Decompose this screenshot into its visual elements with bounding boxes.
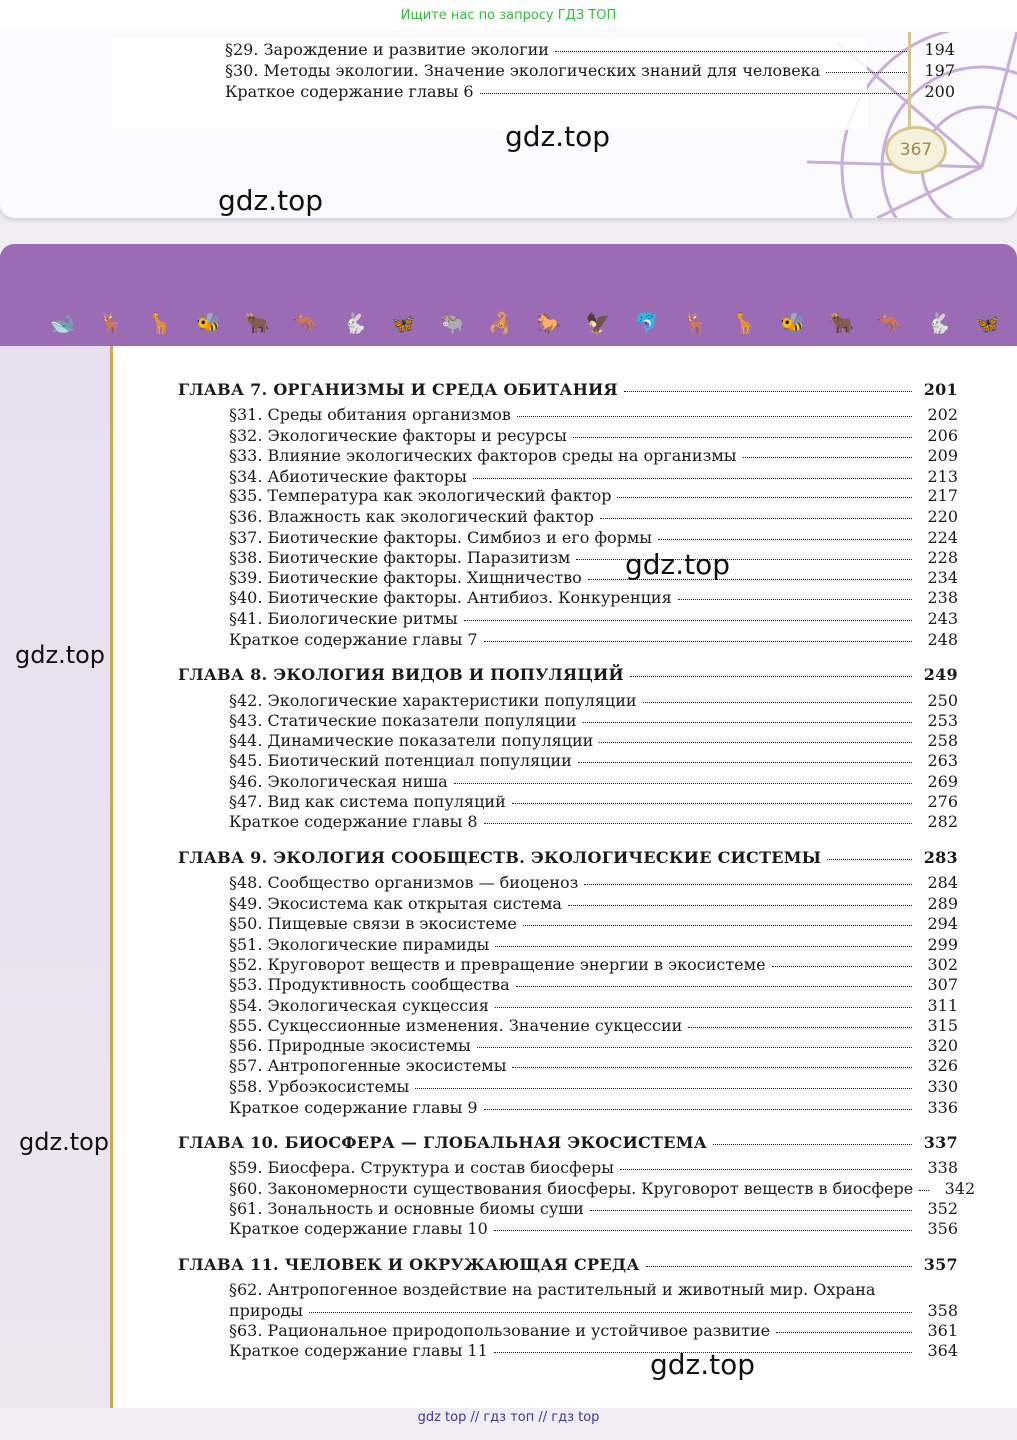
animal-icon: 🦘 xyxy=(293,311,319,335)
toc-title: ГЛАВА 11. ЧЕЛОВЕК И ОКРУЖАЮЩАЯ СРЕДА xyxy=(178,1255,640,1274)
leader-dots xyxy=(573,437,912,438)
toc-row[interactable] xyxy=(229,446,958,465)
toc-page: 276 xyxy=(927,792,958,811)
watermark: gdz.top xyxy=(15,641,106,669)
toc-page: 201 xyxy=(923,380,958,399)
toc-title: §60. Закономерности существования биосферы. Круговорот веществ в биосфере xyxy=(229,1179,914,1198)
leader-dots xyxy=(678,599,912,600)
toc-title: §33. Влияние экологических факторов среды на организмы xyxy=(229,446,737,465)
leader-dots xyxy=(415,1088,912,1089)
toc-page: 253 xyxy=(927,711,958,730)
leader-dots xyxy=(477,1047,912,1048)
top-banner[interactable] xyxy=(0,0,1017,32)
purple-banner xyxy=(0,244,1017,346)
toc-title: §55. Сукцессионные изменения. Значение сукцессии xyxy=(229,1016,683,1035)
leader-dots xyxy=(919,1190,929,1191)
toc-row[interactable] xyxy=(229,996,958,1015)
leader-dots xyxy=(523,925,912,926)
leader-dots xyxy=(624,391,912,392)
leader-dots xyxy=(512,803,912,804)
toc-row[interactable] xyxy=(229,691,958,710)
toc-page: 228 xyxy=(927,548,958,567)
chapter-heading[interactable] xyxy=(178,1255,958,1274)
toc-row[interactable] xyxy=(229,630,958,649)
toc-page: 342 xyxy=(944,1179,976,1198)
toc-page: 220 xyxy=(927,507,958,526)
toc-row[interactable] xyxy=(229,935,958,954)
toc-row[interactable] xyxy=(229,1301,958,1320)
toc-page: 283 xyxy=(923,848,958,867)
leader-dots xyxy=(495,946,912,947)
animal-icon: 🐎 xyxy=(536,311,562,335)
toc-row[interactable] xyxy=(229,507,958,526)
animal-icon: 🦂 xyxy=(488,311,514,335)
leader-dots xyxy=(713,1144,912,1145)
leader-dots xyxy=(309,1312,912,1313)
leader-dots xyxy=(480,93,909,94)
toc-page: 337 xyxy=(923,1133,958,1152)
toc-row[interactable] xyxy=(229,772,958,791)
toc-page: 250 xyxy=(927,691,958,710)
toc-page: 358 xyxy=(927,1301,958,1320)
toc-title: Краткое содержание главы 9 xyxy=(229,1098,478,1117)
leader-dots xyxy=(454,783,912,784)
toc-row[interactable] xyxy=(229,812,958,831)
toc-title: ГЛАВА 7. ОРГАНИЗМЫ И СРЕДА ОБИТАНИЯ xyxy=(178,380,618,399)
animal-icon: 🦋 xyxy=(975,311,1000,335)
leader-dots xyxy=(584,884,912,885)
toc-title: Краткое содержание главы 11 xyxy=(229,1341,488,1360)
toc-page: 320 xyxy=(927,1036,958,1055)
leader-dots xyxy=(743,457,913,458)
toc-title: Краткое содержание главы 10 xyxy=(229,1219,488,1238)
animal-icon: 🐃 xyxy=(439,311,465,335)
toc-title: §31. Среды обитания организмов xyxy=(229,405,511,424)
toc-title: ГЛАВА 9. ЭКОЛОГИЯ СООБЩЕСТВ. ЭКОЛОГИЧЕСКИЕ СИСТЕМЫ xyxy=(178,848,822,867)
chapter-heading[interactable] xyxy=(178,380,958,399)
prev-toc-row xyxy=(225,61,955,80)
animal-icon: 🦅 xyxy=(585,311,611,335)
toc-row[interactable] xyxy=(229,894,958,913)
toc-page: 209 xyxy=(927,446,958,465)
toc-title: §41. Биологические ритмы xyxy=(229,609,458,628)
toc-row[interactable] xyxy=(229,955,958,974)
toc-title: §50. Пищевые связи в экосистеме xyxy=(229,914,517,933)
watermark: gdz.top xyxy=(218,184,324,217)
toc-row[interactable] xyxy=(229,609,958,628)
leader-dots xyxy=(555,51,909,52)
toc-page: 197 xyxy=(924,61,955,80)
toc-page: 311 xyxy=(927,996,958,1015)
toc-title: ГЛАВА 8. ЭКОЛОГИЯ ВИДОВ И ПОПУЛЯЦИЙ xyxy=(178,665,624,684)
animal-icon: 🐂 xyxy=(829,311,854,335)
animal-icon: 🦌 xyxy=(98,311,124,335)
chapter-heading[interactable] xyxy=(178,665,958,684)
leader-dots xyxy=(517,416,912,417)
toc-title: §40. Биотические факторы. Антибиоз. Конкуренция xyxy=(229,588,672,607)
toc-title: §52. Круговорот веществ и превращение энергии в экосистеме xyxy=(229,955,766,974)
page-number-line xyxy=(908,32,911,128)
leader-dots xyxy=(590,1210,912,1211)
toc-row[interactable] xyxy=(229,528,958,547)
toc-title: §42. Экологические характеристики популяции xyxy=(229,691,637,710)
toc-page: 202 xyxy=(927,405,958,424)
animal-icon: 🦒 xyxy=(147,311,173,335)
toc-page: 206 xyxy=(927,426,958,445)
leader-dots xyxy=(512,1067,912,1068)
leader-dots xyxy=(630,676,912,677)
leader-dots xyxy=(578,762,912,763)
toc-title: §36. Влажность как экологический фактор xyxy=(229,507,594,526)
toc-page: 224 xyxy=(927,528,958,547)
toc-title: §58. Урбоэкосистемы xyxy=(229,1077,410,1096)
toc-row[interactable] xyxy=(229,426,958,445)
toc-title: §56. Природные экосистемы xyxy=(229,1036,471,1055)
leader-dots xyxy=(776,1332,912,1333)
toc-title: §44. Динамические показатели популяции xyxy=(229,731,594,750)
leader-dots xyxy=(772,966,912,967)
toc-page: 326 xyxy=(927,1056,958,1075)
leader-dots xyxy=(600,518,912,519)
toc-page: 289 xyxy=(927,894,958,913)
toc-row[interactable] xyxy=(229,1219,958,1238)
gold-divider xyxy=(110,346,113,1408)
toc-row[interactable] xyxy=(229,1199,958,1218)
leader-dots xyxy=(516,986,912,987)
toc-title: §29. Зарождение и развитие экологии xyxy=(225,40,549,59)
left-margin xyxy=(0,346,110,1408)
leader-dots xyxy=(464,620,912,621)
toc-page: 336 xyxy=(927,1098,958,1117)
leader-dots xyxy=(643,702,912,703)
leader-dots xyxy=(688,1027,912,1028)
toc-row[interactable] xyxy=(229,1321,958,1340)
toc-row[interactable] xyxy=(229,751,958,770)
toc-title: §46. Экологическая ниша xyxy=(229,772,448,791)
previous-toc xyxy=(112,38,955,130)
animal-icon: 🐋 xyxy=(50,311,75,335)
toc-row[interactable] xyxy=(229,731,958,750)
toc-page: 284 xyxy=(927,873,958,892)
toc-row[interactable] xyxy=(229,873,958,892)
toc-row[interactable] xyxy=(229,1056,958,1075)
toc-page: 307 xyxy=(927,975,958,994)
toc-row[interactable] xyxy=(229,975,958,994)
watermark: gdz.top xyxy=(625,548,731,581)
toc-row[interactable] xyxy=(229,914,958,933)
toc-page: 238 xyxy=(927,588,958,607)
toc-title: природы xyxy=(229,1301,304,1320)
chapter-heading[interactable] xyxy=(178,848,958,867)
toc-row[interactable] xyxy=(229,467,958,486)
toc-page: 302 xyxy=(927,955,958,974)
toc-title: §54. Экологическая сукцессия xyxy=(229,996,489,1015)
toc-title: §43. Статические показатели популяции xyxy=(229,711,577,730)
toc-page: 258 xyxy=(927,731,958,750)
toc-title: §51. Экологические пирамиды xyxy=(229,935,490,954)
animal-icon: 🐇 xyxy=(926,311,952,335)
animal-icon: 🐝 xyxy=(780,311,806,335)
page-number: 367 xyxy=(885,126,947,174)
toc-page: 213 xyxy=(927,467,958,486)
toc-title: §47. Вид как система популяций xyxy=(229,792,506,811)
toc-page: 234 xyxy=(927,568,958,587)
toc-row[interactable] xyxy=(229,405,958,424)
leader-dots xyxy=(617,497,912,498)
toc-page: 248 xyxy=(927,630,958,649)
watermark: gdz.top xyxy=(505,120,611,153)
prev-toc-row xyxy=(225,40,955,59)
leader-dots xyxy=(473,478,912,479)
leader-dots xyxy=(568,905,912,906)
animal-silhouettes xyxy=(50,308,1000,338)
prev-toc-row xyxy=(225,82,955,101)
toc-row[interactable] xyxy=(229,588,958,607)
toc-title: §62. Антропогенное воздействие на растительный и животный мир. Охрана xyxy=(229,1280,876,1299)
toc-title: §45. Биотический потенциал популяции xyxy=(229,751,572,770)
watermark: gdz.top xyxy=(19,1128,110,1156)
toc-page: 364 xyxy=(927,1341,958,1360)
toc-page: 249 xyxy=(923,665,958,684)
toc-row[interactable] xyxy=(229,1036,958,1055)
toc-title: §37. Биотические факторы. Симбиоз и его формы xyxy=(229,528,653,547)
toc-row[interactable] xyxy=(229,568,958,587)
leader-dots xyxy=(484,823,912,824)
toc-page: 282 xyxy=(927,812,958,831)
toc-title: §30. Методы экологии. Значение экологических знаний для человека xyxy=(225,61,821,80)
toc-row[interactable] xyxy=(229,548,958,567)
leader-dots xyxy=(484,1109,912,1110)
toc-title: §48. Сообщество организмов — биоценоз xyxy=(229,873,579,892)
leader-dots xyxy=(646,1266,912,1267)
animal-icon: 🐇 xyxy=(342,311,368,335)
toc-title: §38. Биотические факторы. Паразитизм xyxy=(229,548,571,567)
toc-title: §63. Рациональное природопользование и устойчивое развитие xyxy=(229,1321,771,1340)
toc-title: Краткое содержание главы 8 xyxy=(229,812,478,831)
toc-title: §49. Экосистема как открытая система xyxy=(229,894,562,913)
toc-page: 243 xyxy=(927,609,958,628)
toc-title: §59. Биосфера. Структура и состав биосферы xyxy=(229,1158,615,1177)
toc-title: §39. Биотические факторы. Хищничество xyxy=(229,568,582,587)
leader-dots xyxy=(599,742,912,743)
toc-title: Краткое содержание главы 6 xyxy=(225,82,474,101)
toc-title: §61. Зональность и основные биомы суши xyxy=(229,1199,584,1218)
toc-title: §57. Антропогенные экосистемы xyxy=(229,1056,507,1075)
toc-row[interactable] xyxy=(229,1158,958,1177)
toc-page: 299 xyxy=(927,935,958,954)
leader-dots xyxy=(495,1007,912,1008)
toc-page: 294 xyxy=(927,914,958,933)
animal-icon: 🦘 xyxy=(877,311,903,335)
leader-dots xyxy=(658,539,912,540)
toc-page: 330 xyxy=(927,1077,958,1096)
toc-row[interactable] xyxy=(229,1098,958,1117)
toc-title: Краткое содержание главы 7 xyxy=(229,630,478,649)
leader-dots xyxy=(620,1169,912,1170)
toc-title: ГЛАВА 10. БИОСФЕРА — ГЛОБАЛЬНАЯ ЭКОСИСТЕМА xyxy=(178,1133,708,1152)
top-banner-text[interactable]: Ищите нас по запросу ГДЗ ТОП xyxy=(400,8,617,23)
leader-dots xyxy=(494,1230,912,1231)
toc-row[interactable] xyxy=(229,711,958,730)
toc-title: §53. Продуктивность сообщества xyxy=(229,975,510,994)
toc-row[interactable] xyxy=(229,792,958,811)
toc-row[interactable] xyxy=(229,1077,958,1096)
animal-icon: 🐬 xyxy=(634,311,660,335)
toc-page: 194 xyxy=(924,40,955,59)
toc-page: 263 xyxy=(927,751,958,770)
toc-title: §35. Температура как экологический фактор xyxy=(229,486,612,505)
animal-icon: 🐂 xyxy=(244,311,270,335)
toc-page: 356 xyxy=(927,1219,958,1238)
toc-row[interactable] xyxy=(229,486,958,505)
leader-dots xyxy=(583,722,913,723)
chapter-heading[interactable] xyxy=(178,1133,958,1152)
toc-title: §34. Абиотические факторы xyxy=(229,467,467,486)
toc-title: §32. Экологические факторы и ресурсы xyxy=(229,426,567,445)
leader-dots xyxy=(826,72,909,73)
leader-dots xyxy=(827,859,912,860)
toc-page: 338 xyxy=(927,1158,958,1177)
toc-page: 357 xyxy=(923,1255,958,1274)
animal-icon: 🦌 xyxy=(682,311,708,335)
animal-icon: 🐝 xyxy=(196,311,221,335)
toc-row[interactable] xyxy=(229,1016,958,1035)
toc-row[interactable] xyxy=(229,1341,958,1360)
toc-page: 217 xyxy=(927,486,958,505)
footer-links[interactable]: gdz top // гдз топ // гдз top xyxy=(417,1410,600,1425)
animal-icon: 🦒 xyxy=(731,311,757,335)
toc-page: 315 xyxy=(927,1016,958,1035)
toc-row[interactable] xyxy=(229,1280,958,1299)
watermark: gdz.top xyxy=(650,1348,756,1381)
toc-page: 200 xyxy=(924,82,955,101)
toc-page: 361 xyxy=(927,1321,958,1340)
toc-page: 352 xyxy=(927,1199,958,1218)
leader-dots xyxy=(484,641,912,642)
animal-icon: 🦋 xyxy=(390,311,416,335)
toc-page: 269 xyxy=(927,772,958,791)
toc-row[interactable] xyxy=(229,1179,976,1198)
